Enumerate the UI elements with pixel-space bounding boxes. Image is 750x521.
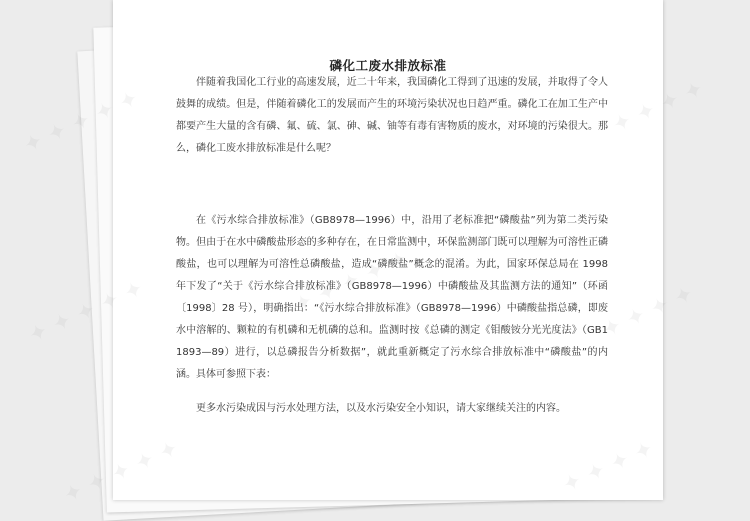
paragraph-standard: 在《污水综合排放标准》（GB8978—1996）中，沿用了老标准把“磷酸盐”列为第二类污染物。但由于在水中磷酸盐形态的多种存在，在日常监测中，环保监测部门既可以理解为可溶性正磷酸盐，也可以理解为可溶性总磷酸盐，造成“磷酸盐”概念的混淆。为此，国家环保总局在 1998 年下发了“关于《污水综合排放标准》（GB8978—1996）中磷酸盐及其监测方法的通知”（环函〔1998〕28 号），明确指出：“《污水综合排放标准》（GB8978—1996）中磷酸盐指总磷，即废水中溶解的、颗粒的有机磷和无机磷的总和。监测时按《总磷的测定《钼酸铵分光光度法》（GB11893—89）进行，以总磷报告分析数据”，就此重新概定了污水综合排放标准中“磷酸盐”的内涵。具体可参照下表：: [176, 215, 608, 380]
watermark-mark: ✦ ✦ ✦ ✦ ✦: [25, 276, 148, 349]
document-page: [113, 0, 663, 500]
paragraph-closing: 更多水污染成因与污水处理方法，以及水污染安全小知识，请大家继续关注的内容。: [196, 403, 566, 414]
paragraph-intro: 伴随着我国化工行业的高速发展，近二十年来，我国磷化工得到了迅速的发展，并取得了令人鼓舞的成绩。但是，伴随着磷化工的发展而产生的环境污染状况也日趋严重。磷化工在加工生产中都要产生大量的含有磷、氟、硫、氯、砷、碱、铀等有毒有害物质的废水，对环境的污染很大。那么，磷化工废水排放标准是什么呢？: [176, 77, 608, 154]
watermark-mark: ✦ ✦: [20, 117, 72, 159]
watermark-mark: ✦: [670, 281, 698, 312]
watermark-mark: ✦ ✦: [60, 467, 112, 509]
watermark-mark: ✦ ✦: [656, 76, 708, 118]
document-title: 磷化工废水排放标准: [329, 58, 447, 73]
